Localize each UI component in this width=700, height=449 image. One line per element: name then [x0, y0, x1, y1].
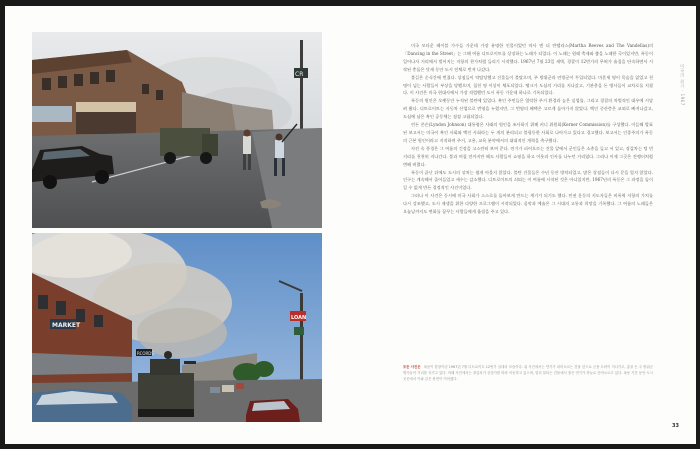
- caption-label: 모든 사진은: [403, 365, 421, 369]
- records-sign: RCORDS: [137, 351, 154, 356]
- armored-vehicle-illustration: [32, 233, 322, 422]
- riot-street-illustration: [32, 32, 322, 228]
- corner-sign: CR: [295, 71, 304, 78]
- armored-vehicle-photo: [32, 233, 322, 422]
- riot-street-photo: [32, 32, 322, 228]
- market-sign: MARKET: [52, 322, 81, 329]
- photo-caption: [403, 364, 653, 382]
- loan-sign: LOAN: [291, 315, 307, 321]
- book-spread: [5, 6, 696, 444]
- caption-text: 폭동이 한창이던 1967년 7월 디트로이트 12번가 일대의 모습이다. 위 사진에서는 연기가 피어오르는 건물 앞으로 군용 트럭이 지나가고, 총을 든 주 방위군 병사들이 거리를 지키고 있다. 아래 사진에서는 장갑차가 상점가를 따라 이동하고 있으며, 멀리 불타는 건물에서 짙은 연기가 하늘로 솟아오르고 있다. 폭동 기간 동안 도시 곳곳에서 이와 같은 장면이 이어졌다.: [403, 365, 653, 381]
- body-text: [403, 42, 653, 216]
- body-paragraph: 폭동의 원인은 오랫동안 누적된 불만에 있었다. 흑인 주민들은 열악한 주거 환경과 높은 실업률, 그리고 경찰의 차별적인 대우에 시달려 왔다. 디트로이트는 자동차 산업으로 번영을 누렸지만, 그 번영의 혜택은 고르게 돌아가지 않았다. 백인 중산층은 교외로 빠져나갔고, 도심에 남은 흑인 공동체는 점점 고립되었다.: [403, 98, 653, 120]
- page-number: 33: [672, 423, 679, 429]
- parked-car: [32, 389, 132, 422]
- body-paragraph: 미국 모타운 레이블 가수들 가운데 가장 유명한 인물이었던 마사 앤 더 반델라스(Martha Reeves and The Vandellas)의 「Dancing in the Street」는 그해 여름 디트로이트를 상징하는 노래가 되었다. 이 노래는 원래 축제와 춤을 노래한 곡이었지만, 폭동이 일어나자 거리에서 벌어지는 저항의 찬가처럼 들리기 시작했다. 1967년 7월 23일 새벽, 경찰이 12번가의 무허가 술집을 단속하면서 시작된 충돌은 닷새 동안 도시 전체로 번져 나갔다.: [403, 43, 653, 72]
- body-paragraph: 폭동이 끝난 뒤에도 도시의 상처는 쉽게 아물지 않았다. 불탄 건물들은 수년 동안 방치되었고, 많은 상점들이 다시 문을 열지 않았다. 인구는 계속해서 줄어들었고 세수는 감소했다. 디트로이트의 쇠퇴는 이 여름에 시작된 것은 아니었지만, 1967년의 폭동은 그 과정을 돌이킬 수 없게 만든 결정적인 사건이었다.: [403, 169, 653, 191]
- body-paragraph: 린든 존슨(Lyndon Johnson) 대통령은 사태의 원인을 조사하기 위해 커너 위원회(Kerner Commission)를 구성했다. 이듬해 발표된 보고서는 미국이 흑인 사회와 백인 사회라는 두 개의 분리되고 불평등한 사회로 나아가고 있다고 경고했다. 보고서는 인종주의가 폭동의 근본 원인이라고 지적하며 주거, 고용, 교육 분야에서의 대대적인 개혁을 촉구했다.: [403, 122, 653, 143]
- body-paragraph: 사진 속 풍경은 그 여름의 긴장을 고스란히 보여 준다. 연기가 피어오르는 건물 앞에서 군인들은 소총을 들고 서 있고, 장갑차는 텅 빈 거리를 천천히 지나간다. 불과 며칠 전까지만 해도 사람들이 쇼핑을 하고 이웃과 인사를 나누던 거리였다. 그러나 이제 그곳은 전쟁터처럼 변해 버렸다.: [403, 145, 653, 167]
- running-head: 미국의 위기 · 1967: [680, 64, 685, 106]
- body-paragraph: 그러나 이 사건은 동시에 미국 사회가 스스로를 돌아보게 만드는 계기가 되기도 했다. 민권 운동의 지도자들은 비폭력 저항의 가치를 다시 강조했고, 도시 재생을 위한 다양한 프로그램이 시작되었다. 음악과 예술은 그 시대의 고통과 희망을 기록했다. 그 여름의 노래들은 오늘날까지도 변화를 꿈꾸는 사람들에게 울림을 주고 있다.: [403, 193, 653, 215]
- body-paragraph: 불길은 순식간에 번졌다. 상점들이 약탈당했고 건물들이 불탔으며, 주 방위군과 연방군이 투입되었다. 마흔세 명이 목숨을 잃었고 천 명이 넘는 사람들이 부상을 당했으며, 칠천 명 이상이 체포되었다. 탱크가 도심의 거리를 지나갔고, 기관총을 든 병사들이 교차로를 지켰다. 이 사건은 미국 현대사에서 가장 격렬했던 도시 폭동 가운데 하나로 기록되었다.: [403, 74, 653, 96]
